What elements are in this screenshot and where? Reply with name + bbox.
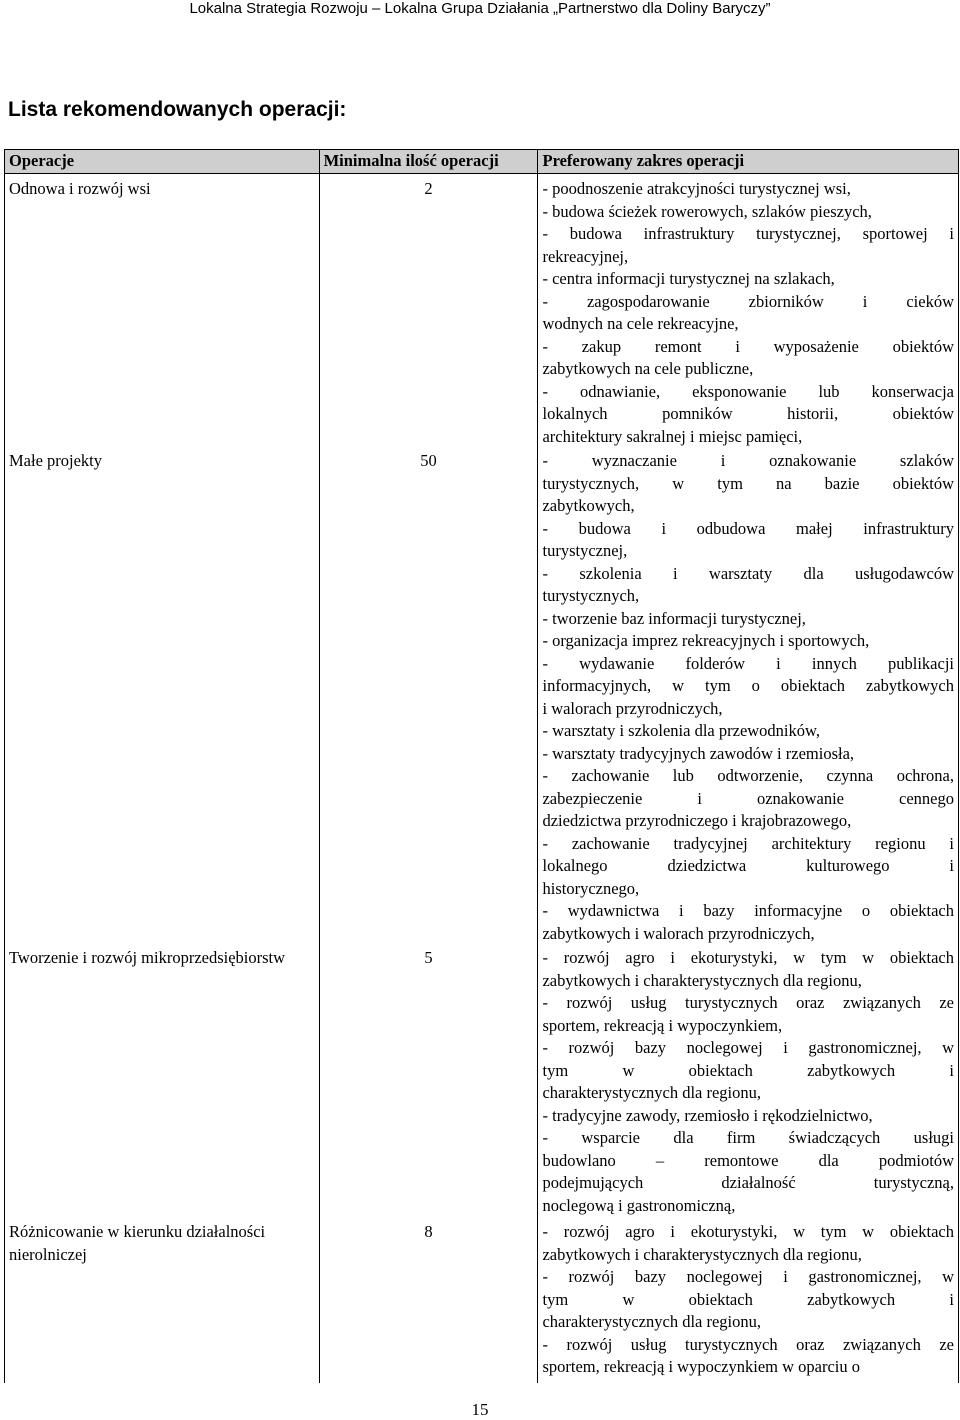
- column-header-operations: Operacje: [5, 150, 320, 174]
- table-row: [5, 1221, 959, 1383]
- scope-line: wodnych na cele rekreacyjne,: [542, 314, 739, 333]
- scope-line: zabytkowych,: [542, 496, 635, 515]
- operation-name: Tworzenie i rozwój mikroprzedsiębiorstw: [5, 945, 320, 1221]
- scope-line: - tradycyjne zawody, rzemiosło i rękodzielnictwo,: [542, 1105, 873, 1125]
- scope-line: podejmujących działalność turystyczną,: [542, 1173, 954, 1192]
- table-body: [5, 174, 959, 1383]
- scope-line: tym w obiektach zabytkowych i: [542, 1289, 954, 1309]
- scope-line: charakterystycznych dla regionu,: [542, 1083, 762, 1102]
- scope-line: zabytkowych i walorach przyrodniczych,: [542, 923, 815, 943]
- document-header: Lokalna Strategia Rozwoju – Lokalna Grupa Działania „Partnerstwo dla Doliny Baryczy”: [189, 0, 771, 17]
- scope-line: tym w obiektach zabytkowych i: [542, 1060, 954, 1080]
- operations-table: [4, 149, 959, 1383]
- preferred-scope: [538, 448, 959, 945]
- scope-line: rekreacyjnej,: [542, 246, 629, 266]
- preferred-scope: [538, 1221, 959, 1383]
- scope-line: - budowa ścieżek rowerowych, szlaków pieszych,: [542, 201, 872, 221]
- scope-line: sportem, rekreacją i wypoczynkiem,: [542, 1015, 783, 1035]
- scope-line: - rozwój agro i ekoturystyki, w tym w obiektach: [542, 1222, 954, 1241]
- column-header-minimum-count: Minimalna ilość operacji: [319, 150, 538, 174]
- scope-line: zabytkowych i charakterystycznych dla regionu,: [542, 970, 862, 990]
- scope-line: - rozwój usług turystycznych oraz związanych ze: [542, 1334, 954, 1354]
- scope-line: informacyjnych, w tym o obiektach zabytkowych: [542, 676, 954, 695]
- scope-line: - rozwój usług turystycznych oraz związanych ze: [542, 993, 954, 1012]
- scope-line: - centra informacji turystycznej na szlakach,: [542, 269, 835, 288]
- scope-line: - zakup remont i wyposażenie obiektów: [542, 336, 954, 356]
- scope-line: - odnawianie, eksponowanie lub konserwacja: [542, 381, 954, 401]
- page-number: 15: [471, 1400, 489, 1419]
- scope-line: - organizacja imprez rekreacyjnych i sportowych,: [542, 631, 870, 650]
- preferred-scope: [538, 174, 959, 449]
- scope-line: - zachowanie lub odtworzenie, czynna ochrona,: [542, 766, 954, 785]
- scope-line: - zachowanie tradycyjnej architektury regionu i: [542, 833, 954, 853]
- minimum-count: 2: [319, 174, 538, 449]
- table-row: [5, 174, 959, 449]
- scope-line: - budowa i odbudowa małej infrastruktury: [542, 518, 954, 538]
- table-row: [5, 448, 959, 945]
- scope-line: turystycznych, w tym na bazie obiektów: [542, 473, 954, 493]
- minimum-count: 8: [319, 1221, 538, 1383]
- operation-name: Małe projekty: [5, 448, 320, 945]
- scope-line: budowlano – remontowe dla podmiotów: [542, 1150, 954, 1170]
- preferred-scope: [538, 945, 959, 1221]
- scope-line: lokalnego dziedzictwa kulturowego i: [542, 856, 954, 875]
- scope-line: architektury sakralnej i miejsc pamięci,: [542, 426, 803, 446]
- section-title: Lista rekomendowanych operacji:: [8, 98, 347, 121]
- scope-line: noclegową i gastronomiczną,: [542, 1195, 736, 1215]
- scope-line: - budowa infrastruktury turystycznej, sportowej i: [542, 224, 954, 243]
- scope-line: turystycznych,: [542, 586, 640, 605]
- scope-line: - wydawanie folderów i innych publikacji: [542, 653, 954, 673]
- scope-line: sportem, rekreacją i wypoczynkiem w oparciu o: [542, 1357, 860, 1376]
- minimum-count: 50: [319, 448, 538, 945]
- scope-line: dziedzictwa przyrodniczego i krajobrazowego,: [542, 811, 852, 830]
- operation-name: Odnowa i rozwój wsi: [5, 174, 320, 449]
- scope-line: charakterystycznych dla regionu,: [542, 1312, 762, 1331]
- scope-line: i walorach przyrodniczych,: [542, 698, 723, 718]
- minimum-count: 5: [319, 945, 538, 1221]
- scope-line: zabytkowych na cele publiczne,: [542, 359, 754, 378]
- scope-line: - rozwój bazy noclegowej i gastronomicznej, w: [542, 1267, 954, 1286]
- scope-line: zabezpieczenie i oznakowanie cennego: [542, 788, 954, 808]
- scope-line: - wsparcie dla firm świadczących usługi: [542, 1128, 954, 1147]
- scope-line: - rozwój agro i ekoturystyki, w tym w obiektach: [542, 948, 954, 967]
- scope-line: turystycznej,: [542, 541, 628, 560]
- scope-line: - warsztaty i szkolenia dla przewodników,: [542, 721, 820, 740]
- column-header-preferred-scope: Preferowany zakres operacji: [538, 150, 959, 174]
- scope-line: - wyznaczanie i oznakowanie szlaków: [542, 451, 954, 470]
- table-row: [5, 945, 959, 1221]
- table-header-row: [5, 150, 959, 174]
- scope-line: - szkolenia i warsztaty dla usługodawców: [542, 563, 954, 583]
- scope-line: - tworzenie baz informacji turystycznej,: [542, 608, 806, 628]
- scope-line: - rozwój bazy noclegowej i gastronomicznej, w: [542, 1038, 954, 1057]
- scope-line: historycznego,: [542, 878, 640, 898]
- scope-line: - wydawnictwa i bazy informacyjne o obiektach: [542, 901, 954, 920]
- scope-line: - warsztaty tradycyjnych zawodów i rzemiosła,: [542, 743, 855, 763]
- scope-line: - poodnoszenie atrakcyjności turystycznej wsi,: [542, 179, 851, 198]
- scope-line: - zagospodarowanie zbiorników i cieków: [542, 291, 954, 311]
- scope-line: lokalnych pomników historii, obiektów: [542, 404, 954, 423]
- operation-name: Różnicowanie w kierunku działalności nierolniczej: [5, 1221, 320, 1383]
- scope-line: zabytkowych i charakterystycznych dla regionu,: [542, 1244, 862, 1264]
